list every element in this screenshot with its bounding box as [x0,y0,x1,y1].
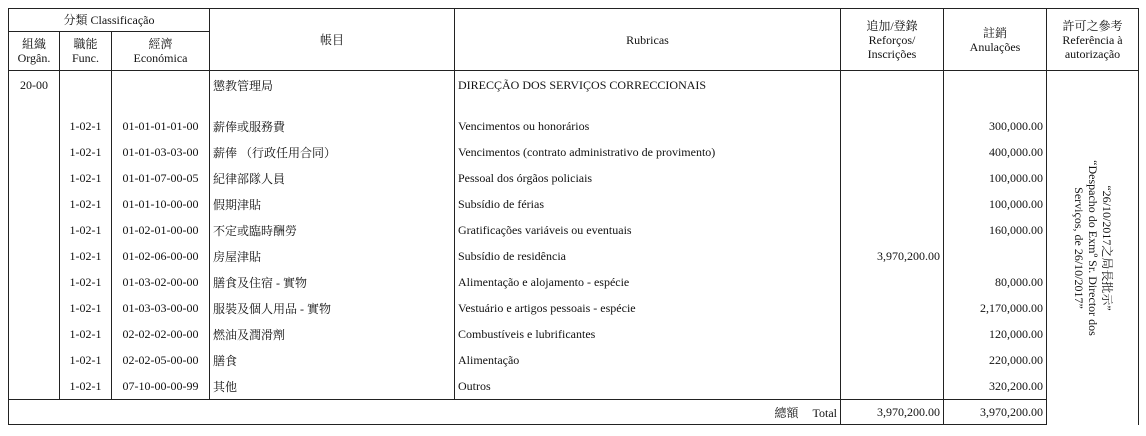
total-anulacoes: 3,970,200.00 [944,400,1047,425]
table-row: 1-02-1 07-10-00-00-99 其他 Outros 320,200.00 [9,373,1139,400]
budget-document [8,8,1139,425]
total-label: 總額 Total [9,400,841,425]
table-row: 1-02-1 01-03-03-00-00 服裝及個人用品 - 實物 Vestuário e artigos pessoais - espécie 2,170,000.00 [9,295,1139,321]
header-classificacao: 分類 Classificação [9,9,210,32]
header-row-top [9,9,1139,32]
spacer-row [9,99,1139,113]
header-func: 職能 Func. [60,32,112,71]
table-row: 1-02-1 01-02-01-00-00 不定或臨時酬勞 Gratificações variáveis ou eventuais 160,000.00 [9,217,1139,243]
total-reforcos: 3,970,200.00 [841,400,944,425]
table-row: 1-02-1 01-01-01-01-00 薪俸或服務費 Vencimentos ou honorários 300,000.00 [9,113,1139,139]
organ-name-pt: DIRECÇÃO DOS SERVIÇOS CORRECCIONAIS [455,71,841,100]
header-reforcos: 追加/登錄 Reforços/ Inscrições [841,9,944,71]
header-economica: 經濟 Económica [112,32,210,71]
table-row: 1-02-1 02-02-05-00-00 膳食 Alimentação 220,000.00 [9,347,1139,373]
table-row: 1-02-1 01-01-07-00-05 紀律部隊人員 Pessoal dos órgãos policiais 100,000.00 [9,165,1139,191]
referencia-cell [1047,71,1139,425]
header-referencia: 許可之參考 Referência à autorização [1047,9,1139,71]
total-row [9,400,1139,425]
table-row: 1-02-1 01-02-06-00-00 房屋津貼 Subsídio de residência 3,970,200.00 [9,243,1139,269]
organ-name-zh: 懲教管理局 [210,71,455,100]
header-anulacoes: 註銷 Anulações [944,9,1047,71]
header-organ: 組織 Orgân. [9,32,60,71]
table-row: 1-02-1 02-02-02-00-00 燃油及潤滑劑 Combustíveis e lubrificantes 120,000.00 [9,321,1139,347]
referencia-text: “26/10/2017之局長批示” “Despacho do Exmº Sr. Director dos Serviços, de 26/10/2017” [1071,159,1114,336]
budget-table [8,8,1139,425]
organ-code: 20-00 [9,71,60,100]
header-rubrica-zh: 帳目 [210,9,455,71]
table-row: 1-02-1 01-01-10-00-00 假期津貼 Subsídio de férias 100,000.00 [9,191,1139,217]
organ-row [9,71,1139,100]
table-row: 1-02-1 01-03-02-00-00 膳食及住宿 - 實物 Alimentação e alojamento - espécie 80,000.00 [9,269,1139,295]
table-row: 1-02-1 01-01-03-03-00 薪俸 （行政任用合同） Vencimentos (contrato administrativo de provimento) 400,000.00 [9,139,1139,165]
header-rubrica-pt: Rubricas [455,9,841,71]
